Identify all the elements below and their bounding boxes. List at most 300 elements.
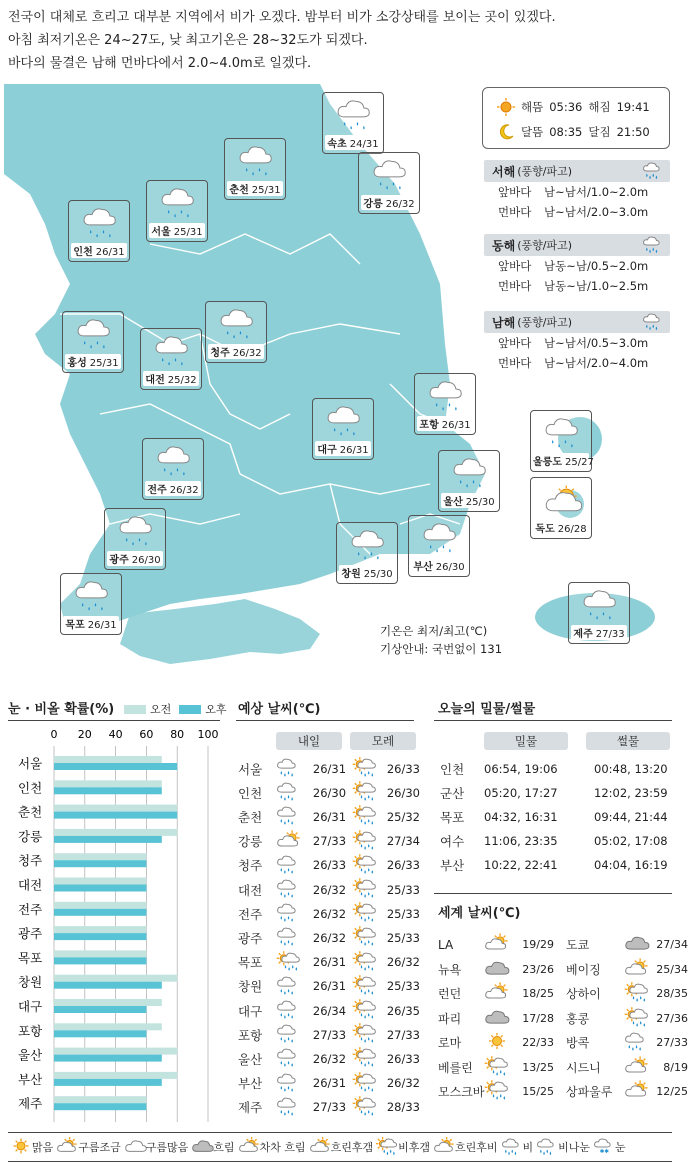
city-label [571, 625, 627, 640]
rain-cloud-icon [544, 417, 580, 449]
world-temp: 12/25 [656, 1085, 688, 1098]
bar-pm [54, 836, 162, 843]
sea-wave: 남~남서/2.0~3.0m [544, 205, 649, 219]
legend-label: 비 [522, 1141, 534, 1154]
sun-cloud-icon [56, 1138, 78, 1154]
rain-cloud-icon [336, 99, 372, 131]
forecast-col-dayafter: 모레 [350, 732, 416, 750]
forecast-tomorrow-temp: 27/33 [312, 1027, 347, 1042]
bar-am [54, 1096, 146, 1103]
forecast-city: 광주 [238, 930, 263, 946]
rain-cloud-icon [276, 976, 302, 994]
moonset-time: 21:50 [616, 125, 650, 139]
forecast-row [238, 1048, 420, 1069]
world-temp: 23/26 [522, 962, 554, 976]
city-name: 홍성 [67, 358, 87, 369]
world-temp: 13/25 [522, 1060, 554, 1074]
forecast-dayafter-temp: 27/33 [386, 1027, 420, 1042]
world-city: 홍콩 [566, 1011, 590, 1026]
bar-am [54, 853, 146, 860]
sun-icon [10, 1138, 32, 1154]
sun-rain-icon [484, 1081, 510, 1099]
sea-wave: 남동~남/1.0~2.5m [544, 279, 649, 293]
tide-high: 04:32, 16:31 [484, 810, 558, 824]
forecast-city: 강릉 [238, 834, 263, 850]
sea-row [484, 202, 670, 222]
legend-item [124, 1138, 189, 1157]
city-label [411, 558, 467, 573]
forecast-city: 대전 [238, 882, 263, 898]
sun-cloud-icon [276, 831, 302, 849]
summary-text [8, 6, 672, 75]
world-row [438, 983, 688, 1004]
city-name: 제주 [573, 629, 593, 640]
rain-cloud-icon [422, 522, 458, 554]
forecast-city: 춘천 [238, 809, 263, 825]
category-label: 광주 [18, 926, 43, 942]
forecast-row [238, 903, 420, 924]
category-label: 강릉 [18, 828, 43, 844]
forecast-divider [236, 720, 414, 721]
sunrise-time: 05:36 [549, 100, 583, 114]
sun-rain-icon [352, 855, 378, 873]
city-name: 대전 [145, 375, 165, 386]
bar-pm [54, 909, 146, 916]
rain-cloud-icon [276, 1000, 302, 1018]
bar-pm [54, 1055, 162, 1062]
legend-label: 구름많음 [145, 1141, 189, 1154]
city-12 [438, 450, 500, 512]
category-label: 포항 [18, 1023, 43, 1039]
rain-cloud-icon [536, 1138, 558, 1154]
forecast-dayafter-temp: 26/30 [386, 785, 420, 800]
summary-line: 전국이 대체로 흐리고 대부분 지역에서 비가 오겠다. 밤부터 비가 소강상태를 보이는 곳이 있겠다. [8, 10, 556, 25]
rain-cloud-icon [74, 580, 110, 612]
world-temp: 28/35 [656, 987, 688, 1000]
legend-item [593, 1138, 626, 1157]
forecast-dayafter-temp: 26/33 [386, 1051, 420, 1066]
sea-wave: 남동~남/0.5~2.0m [544, 259, 649, 273]
city-2 [358, 152, 420, 214]
tide-col-high: 밀물 [484, 732, 568, 750]
bar-pm [54, 812, 177, 819]
sun-icon [497, 98, 515, 116]
rain-cloud-icon [160, 187, 196, 219]
tide-city: 목포 [440, 810, 465, 825]
forecast-tomorrow-temp: 26/32 [312, 1051, 347, 1066]
moonrise-time: 08:35 [549, 125, 583, 139]
sea-sub: (풍향/파고) [517, 316, 572, 329]
forecast-tomorrow-temp: 26/31 [312, 809, 347, 824]
sea-zone: 먼바다 [498, 205, 532, 219]
phone-note: 기상안내: 국번없이 131 [380, 642, 503, 656]
precip-divider [8, 720, 220, 721]
cloud-outline-icon [124, 1138, 146, 1154]
temp-note: 기온은 최저/최고(℃) [380, 624, 488, 638]
world-city: 베를린 [438, 1060, 473, 1075]
city-name: 인천 [73, 247, 93, 258]
forecast-city: 목포 [238, 955, 263, 971]
bar-am [54, 1023, 162, 1030]
rain-cloud-icon [276, 782, 302, 800]
city-label [361, 195, 417, 210]
world-temp: 17/28 [522, 1011, 554, 1025]
forecast-tomorrow-temp: 27/33 [312, 834, 347, 849]
sea-sub: (풍향/파고) [517, 239, 572, 252]
sea-row [484, 256, 670, 276]
sea-sub: (풍향/파고) [517, 165, 572, 178]
category-label: 서울 [18, 756, 43, 771]
city-label [143, 371, 199, 386]
city-name: 속초 [327, 139, 347, 150]
sun-rain-icon [376, 1138, 398, 1154]
bar-pm [54, 787, 162, 794]
forecast-dayafter-temp: 25/32 [386, 809, 420, 824]
bar-am [54, 950, 146, 957]
forecast-tomorrow-temp: 26/31 [312, 955, 347, 970]
sun-cloud-icon [309, 1138, 331, 1154]
tide-row [440, 832, 668, 850]
tide-city: 부산 [440, 858, 465, 873]
bar-pm [54, 1030, 146, 1037]
city-16 [336, 522, 398, 584]
city-temp: 26/30 [435, 562, 465, 573]
bar-am [54, 1048, 177, 1055]
city-name: 포항 [419, 420, 439, 431]
city-name: 서울 [151, 227, 171, 238]
rain-cloud-icon [276, 927, 302, 945]
sea-wave: 남~남서/0.5~3.0m [544, 336, 649, 350]
sun-cloud-icon [624, 1081, 650, 1099]
city-11 [142, 438, 204, 500]
forecast-row [238, 976, 420, 997]
forecast-dayafter-temp: 25/33 [386, 930, 420, 945]
legend-item [501, 1138, 534, 1157]
city-8 [414, 373, 476, 435]
forecast-dayafter-temp: 27/34 [386, 834, 420, 849]
city-temp: 26/28 [557, 524, 587, 535]
forecast-row [238, 1000, 420, 1021]
sun-cloud-icon [484, 983, 510, 1001]
moonset-label: 달짐 [588, 125, 611, 139]
bar-pm [54, 933, 146, 940]
rain-cloud-icon [501, 1138, 523, 1154]
category-label: 창원 [18, 974, 43, 990]
sea-panel-1 [484, 234, 670, 296]
city-14 [104, 508, 166, 570]
forecast-city: 포항 [238, 1027, 263, 1043]
city-temp: 25/30 [363, 569, 393, 580]
forecast-dayafter-temp: 26/35 [386, 1003, 420, 1018]
forecast-dayafter-temp: 26/33 [386, 761, 420, 776]
bar-am [54, 780, 162, 787]
legend-item [10, 1138, 53, 1157]
tick-label: 40 [108, 728, 123, 741]
city-temp: 26/32 [169, 485, 199, 496]
legend-item [238, 1138, 306, 1157]
forecast-row [238, 782, 420, 803]
cloud-icon [484, 1008, 510, 1026]
forecast-row [238, 1097, 420, 1118]
moon-icon [497, 123, 515, 141]
rain-cloud-icon [452, 457, 488, 489]
sun-icon [484, 1032, 510, 1050]
city-temp: 27/33 [595, 629, 625, 640]
sunset-label: 해짐 [588, 100, 611, 114]
tide-city: 군산 [440, 786, 465, 801]
svg-text:✱✱: ✱✱ [599, 1148, 610, 1155]
legend-label: 눈 [615, 1141, 626, 1154]
city-label [63, 616, 119, 631]
tide-row [440, 808, 668, 826]
category-label: 인천 [18, 780, 43, 796]
precip-title: 눈 · 비올 확률(%) [8, 702, 115, 717]
city-temp: 25/31 [173, 227, 203, 238]
world-city: 상하이 [566, 987, 601, 1001]
city-15 [408, 515, 470, 577]
tide-low: 09:44, 21:44 [594, 810, 668, 824]
tide-col-low: 썰물 [586, 732, 670, 750]
category-label: 대구 [18, 999, 43, 1014]
legend-label: 흐린후비 [454, 1141, 498, 1154]
world-row [438, 934, 688, 955]
world-city: 베이징 [566, 962, 601, 977]
world-row [438, 1081, 688, 1102]
bar-pm [54, 885, 146, 892]
legend-item [56, 1138, 121, 1157]
tide-row [440, 784, 668, 802]
rain-cloud-icon [582, 589, 618, 621]
map-note [380, 622, 502, 658]
city-18 [568, 582, 630, 644]
world-temp: 27/34 [656, 938, 688, 951]
bar-am [54, 756, 162, 763]
sea-name: 남해 [492, 315, 516, 330]
bar-am [54, 805, 177, 812]
world-city: 뉴욕 [438, 962, 462, 977]
city-temp: 25/30 [465, 497, 495, 508]
am-swatch [124, 705, 146, 714]
bar-pm [54, 860, 146, 867]
legend-label: 맑음 [32, 1141, 54, 1154]
summary-line: 바다의 물결은 남해 먼바다에서 2.0~4.0m로 일겠다. [8, 56, 312, 71]
bar-pm [54, 1006, 146, 1013]
rain-cloud-icon [642, 162, 664, 178]
sun-rain-icon [352, 782, 378, 800]
city-temp: 26/31 [87, 620, 117, 631]
bar-pm [54, 982, 162, 989]
city-10 [530, 410, 592, 472]
world-city: 로마 [438, 1036, 462, 1050]
city-name: 독도 [535, 524, 555, 535]
tide-low: 05:02, 17:08 [594, 834, 668, 848]
tide-high: 05:20, 17:27 [484, 786, 558, 800]
sun-rain-icon [624, 1008, 650, 1026]
city-label [149, 223, 205, 238]
sea-zone: 앞바다 [498, 259, 532, 273]
tide-row [440, 760, 668, 778]
sea-row [484, 353, 670, 373]
precip-legend [124, 701, 227, 717]
forecast-dayafter-temp: 26/32 [386, 1076, 420, 1091]
rain-cloud-icon [154, 335, 190, 367]
bar-pm [54, 1103, 146, 1110]
forecast-city: 대구 [238, 1003, 263, 1019]
city-name: 울산 [443, 497, 463, 508]
city-label [71, 243, 127, 258]
legend-item [309, 1138, 374, 1157]
tide-low: 12:02, 23:59 [594, 786, 668, 800]
tide-high: 10:22, 22:41 [484, 858, 558, 872]
am-legend-label: 오전 [150, 703, 172, 716]
forecast-tomorrow-temp: 27/33 [312, 1100, 347, 1115]
tide-title: 오늘의 밀물/썰물 [438, 702, 536, 717]
rain-cloud-icon [276, 1097, 302, 1115]
tide-city: 인천 [440, 762, 465, 777]
category-label: 춘천 [18, 804, 43, 820]
sun-moon-times [482, 87, 670, 149]
sea-name: 동해 [492, 238, 516, 253]
world-city: 시드니 [566, 1060, 601, 1075]
tide-high: 06:54, 19:06 [484, 762, 558, 776]
rain-cloud-icon [326, 405, 362, 437]
city-temp: 24/31 [349, 139, 379, 150]
forecast-tomorrow-temp: 26/34 [312, 1003, 347, 1018]
moonrise-label: 달뜸 [521, 125, 544, 139]
forecast-row [238, 855, 420, 876]
city-name: 목포 [65, 620, 85, 631]
tide-row [440, 856, 668, 874]
city-name: 춘천 [229, 185, 249, 196]
sun-cloud-icon [433, 1138, 455, 1154]
world-city: 상파울루 [566, 1085, 613, 1099]
city-label [441, 493, 497, 508]
rain-cloud-icon [624, 1032, 650, 1050]
sun-rain-icon [352, 1048, 378, 1066]
rain-cloud-icon [276, 806, 302, 824]
sea-zone: 먼바다 [498, 279, 532, 293]
category-label: 울산 [18, 1047, 43, 1063]
sun-rain-icon [352, 1000, 378, 1018]
sun-rain-icon [352, 806, 378, 824]
forecast-city: 서울 [238, 761, 263, 777]
sun-rain-icon [276, 952, 302, 970]
world-divider-top [434, 893, 672, 894]
bar-am [54, 975, 177, 982]
sun-cloud-icon [484, 934, 510, 952]
summary-line: 아침 최저기온은 24~27도, 낮 최고기온은 28~32도가 되겠다. [8, 33, 368, 48]
city-7 [140, 328, 202, 390]
icon-legend [8, 1132, 672, 1162]
forecast-city: 인천 [238, 785, 263, 801]
forecast-col-tomorrow: 내일 [276, 732, 342, 750]
forecast-city: 제주 [238, 1100, 263, 1116]
pm-swatch [179, 705, 201, 714]
city-name: 부산 [413, 562, 433, 573]
forecast-row [238, 952, 420, 973]
sun-rain-icon [352, 831, 378, 849]
city-label [145, 481, 201, 496]
sunset-time: 19:41 [616, 100, 650, 114]
world-row [438, 1008, 688, 1029]
sun-rain-icon [352, 927, 378, 945]
bar-am [54, 829, 177, 836]
city-label [107, 551, 163, 566]
city-label [208, 344, 264, 359]
rain-cloud-icon [372, 159, 408, 191]
city-name: 강릉 [363, 199, 383, 210]
forecast-row [238, 1073, 420, 1094]
rain-cloud-icon [118, 515, 154, 547]
city-label [227, 181, 283, 196]
city-name: 광주 [109, 555, 129, 566]
city-temp: 26/32 [385, 199, 415, 210]
category-label: 제주 [18, 1096, 43, 1112]
world-temp: 27/36 [656, 1011, 688, 1025]
rain-cloud-icon [428, 380, 464, 412]
forecast-tomorrow-temp: 26/30 [312, 785, 347, 800]
forecast-title: 예상 날씨(℃) [238, 702, 321, 717]
world-city: 런던 [438, 987, 462, 1001]
world-city: 모스크바 [438, 1085, 485, 1099]
bar-pm [54, 763, 177, 770]
tide-low: 04:04, 16:19 [594, 858, 668, 872]
legend-label: 흐림 [213, 1141, 235, 1154]
category-label: 대전 [18, 877, 43, 893]
sea-zone: 먼바다 [498, 356, 532, 370]
forecast-dayafter-temp: 25/33 [386, 906, 420, 921]
tick-label: 60 [139, 728, 154, 741]
world-temp: 22/33 [522, 1036, 554, 1049]
world-row [438, 1057, 688, 1078]
city-temp: 26/31 [441, 420, 471, 431]
world-row [438, 1032, 688, 1053]
city-temp: 25/27 [564, 457, 594, 468]
world-temp: 8/19 [663, 1060, 688, 1074]
sun-rain-icon [352, 1097, 378, 1115]
city-label [325, 135, 381, 150]
city-name: 청주 [210, 348, 230, 359]
tide-high: 11:06, 23:35 [484, 834, 558, 848]
legend-label: 차차 흐림 [259, 1141, 306, 1154]
city-0 [322, 92, 384, 154]
tick-label: 0 [50, 728, 58, 741]
bar-pm [54, 957, 146, 964]
forecast-city: 전주 [238, 906, 263, 922]
city-label [533, 453, 594, 468]
sun-cloud-icon [624, 1057, 650, 1075]
city-temp: 25/32 [167, 375, 197, 386]
bar-am [54, 902, 146, 909]
sea-name: 서해 [492, 164, 516, 179]
sun-cloud-icon [624, 959, 650, 977]
sun-cloud-icon [238, 1138, 260, 1154]
city-label [339, 565, 395, 580]
precip-bar-chart [8, 724, 224, 1124]
forecast-tomorrow-temp: 26/33 [312, 858, 347, 873]
sun-rain-icon [352, 976, 378, 994]
city-label [417, 416, 473, 431]
rain-cloud-icon [276, 903, 302, 921]
sea-zone: 앞바다 [498, 336, 532, 350]
city-temp: 26/30 [131, 555, 161, 566]
rain-cloud-icon [156, 445, 192, 477]
legend-label: 구름조금 [78, 1141, 121, 1154]
sun-cloud-icon [544, 484, 580, 516]
forecast-tomorrow-temp: 26/31 [312, 1076, 347, 1091]
city-1 [224, 138, 286, 200]
world-row [438, 959, 688, 980]
